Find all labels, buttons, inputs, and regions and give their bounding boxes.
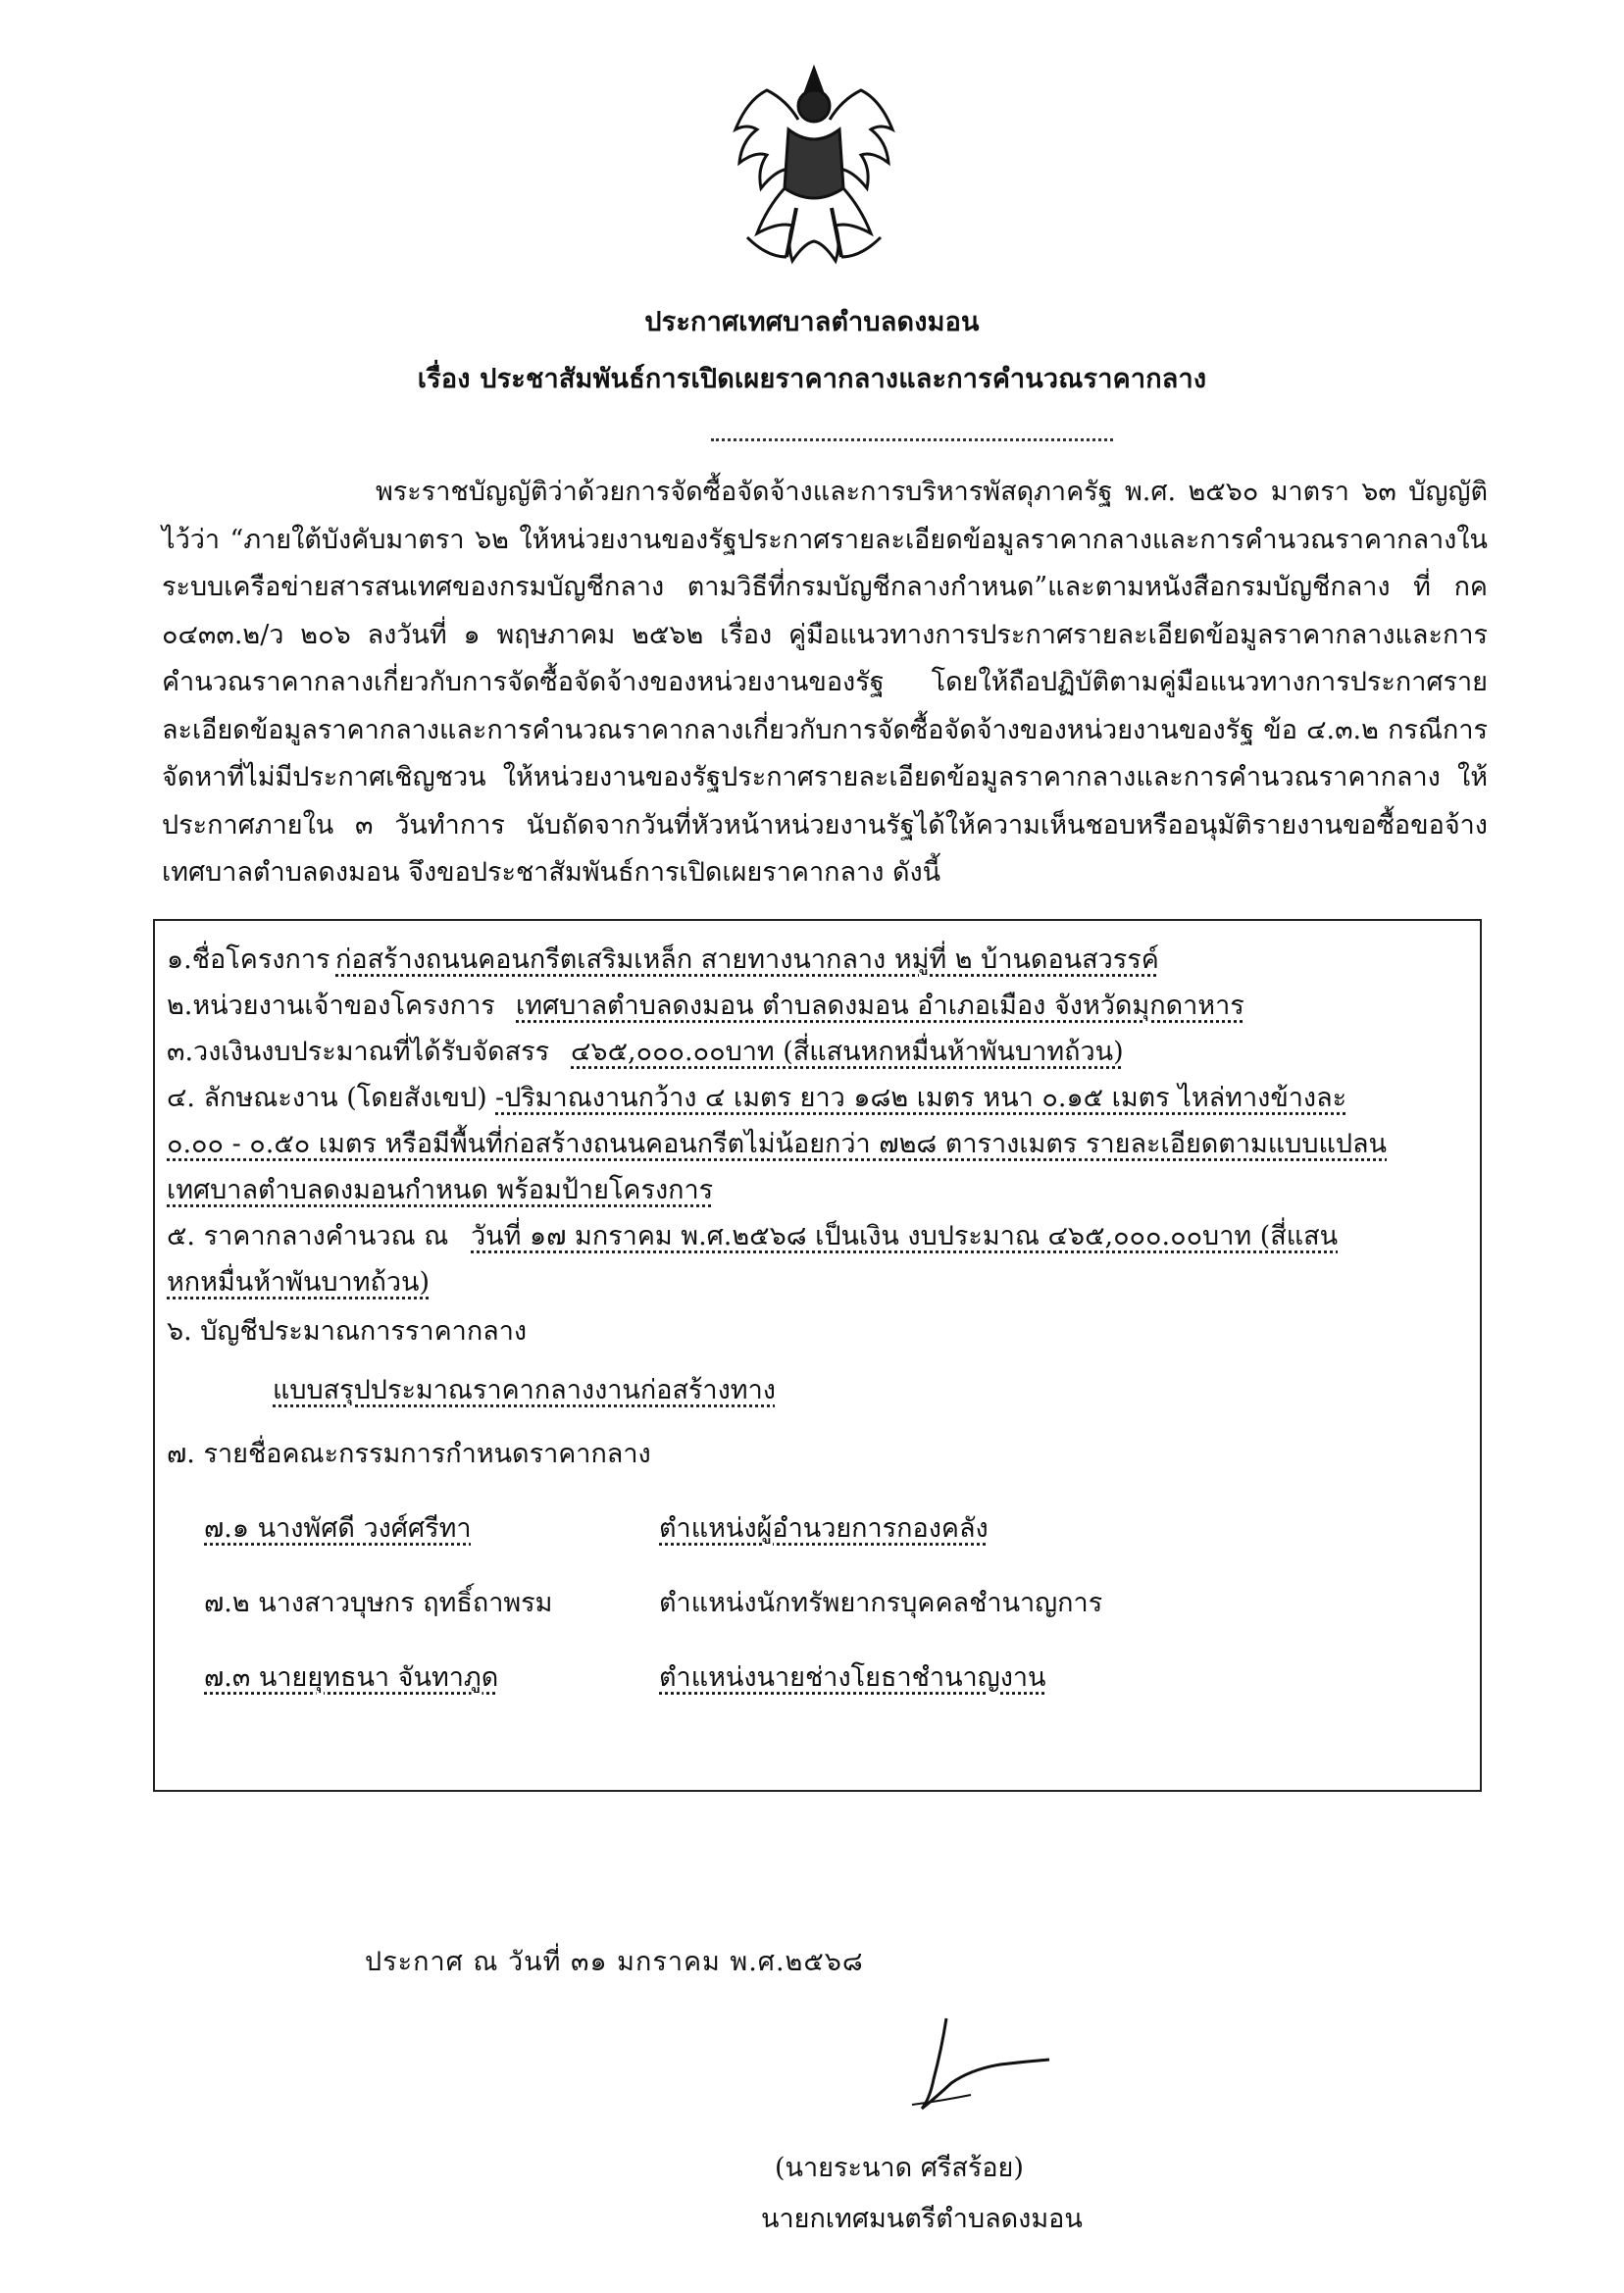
committee-member-position: ตำแหน่งนักทรัพยากรบุคคลชำนาญการ bbox=[659, 1588, 1103, 1618]
item-1-value: ก่อสร้างถนนคอนกรีตเสริมเหล็ก สายทางนากลาง หมู่ที่ ๒ บ้านดอนสวรรค์ bbox=[335, 944, 1159, 975]
intro-paragraph bbox=[162, 469, 1488, 897]
item-4-line-2: ๐.๐๐ - ๐.๕๐ เมตร หรือมีพื้นที่ก่อสร้างถนนคอนกรีตไม่น้อยกว่า ๗๒๘ ตารางเมตร รายละเอียดตามแบบแปลน bbox=[167, 1129, 1388, 1159]
item-4-line-1: -ปริมาณงานกว้าง ๔ เมตร ยาว ๑๘๒ เมตร หนา ๐.๑๕ เมตร ไหล่ทางข้างละ bbox=[495, 1083, 1347, 1113]
announcement-title: ประกาศเทศบาลตำบลดงมอน bbox=[644, 307, 980, 337]
committee-member-position: ตำแหน่งนายช่างโยธาชำนาญงาน bbox=[659, 1662, 1046, 1693]
signer-title: นายกเทศมนตรีตำบลดงมอน bbox=[761, 2204, 1083, 2234]
item-4-label: ๔. ลักษณะงาน (โดยสังเขป) bbox=[167, 1083, 487, 1113]
signer-name: (นายระนาด ศรีสร้อย) bbox=[775, 2153, 1024, 2183]
item-4-line-3: เทศบาลตำบลดงมอนกำหนด พร้อมป้ายโครงการ bbox=[167, 1175, 714, 1205]
signature-image bbox=[853, 2011, 1069, 2118]
divider-dotted bbox=[711, 438, 1113, 441]
announcement-subject: เรื่อง ประชาสัมพันธ์การเปิดเผยราคากลางและการคำนวณราคากลาง bbox=[417, 364, 1207, 394]
item-3-label: ๓.วงเงินงบประมาณที่ได้รับจัดสรร bbox=[167, 1037, 550, 1067]
committee-member-name: ๗.๒ นางสาวบุษกร ฤทธิ์ถาพรม bbox=[204, 1588, 553, 1618]
item-6-value: แบบสรุปประมาณราคากลางงานก่อสร้างทาง bbox=[273, 1375, 776, 1405]
committee-member-name: ๗.๓ นายยุทธนา จันทาภูด bbox=[204, 1662, 499, 1693]
intro-text: พระราชบัญญัติว่าด้วยการจัดซื้อจัดจ้างและการบริหารพัสดุภาครัฐ พ.ศ. ๒๕๖๐ มาตรา ๖๓ บัญญัติไว้ว่า “ภายใต้บังคับมาตรา ๖๒ ให้หน่วยงานของรัฐประกาศรายละเอียดข้อมูลราคากลางและการคำนวณราคากลางในระบบเครือข่ายสารสนเทศของกรมบัญชีกลาง ตามวิธีที่กรมบัญชีกลางกำหนด”และตามหนังสือกรมบัญชีกลาง ที่ กค ๐๔๓๓.๒/ว ๒๐๖ ลงวันที่ ๑ พฤษภาคม ๒๕๖๒ เรื่อง คู่มือแนวทางการประกาศรายละเอียดข้อมูลราคากลางและการคำนวณราคากลางเกี่ยวกับการจัดซื้อจัดจ้างของหน่วยงานของรัฐ โดยให้ถือปฏิบัติตามคู่มือแนวทางการประกาศรายละเอียดข้อมูลราคากลางและการคำนวณราคากลางเกี่ยวกับการจัดซื้อจัดจ้างของหน่วยงานของรัฐ ข้อ ๔.๓.๒ กรณีการจัดหาที่ไม่มีประกาศเชิญชวน ให้หน่วยงานของรัฐประกาศรายละเอียดข้อมูลราคากลางและการคำนวณราคากลาง ให้ประกาศภายใน ๓ วันทำการ นับถัดจากวันที่หัวหน้าหน่วยงานรัฐได้ให้ความเห็นชอบหรืออนุมัติรายงานขอซื้อขอจ้าง เทศบาลตำบลดงมอน จึงขอประชาสัมพันธ์การเปิดเผยราคากลาง ดังนี้ bbox=[162, 477, 1488, 888]
item-5-line-2: หกหมื่นห้าพันบาทถ้วน) bbox=[167, 1267, 431, 1298]
item-1-label: ๑.ชื่อโครงการ bbox=[167, 944, 330, 975]
garuda-emblem-icon bbox=[728, 61, 900, 269]
item-2-value: เทศบาลตำบลดงมอน ตำบลดงมอน อำเภอเมือง จังหวัดมุกดาหาร bbox=[516, 991, 1244, 1021]
committee-member-position: ตำแหน่งผู้อำนวยการกองคลัง bbox=[659, 1513, 989, 1544]
item-2-label: ๒.หน่วยงานเจ้าของโครงการ bbox=[167, 991, 495, 1021]
announcement-date: ประกาศ ณ วันที่ ๓๑ มกราคม พ.ศ.๒๕๖๘ bbox=[365, 1947, 864, 1977]
item-5-label: ๕. ราคากลางคำนวณ ณ bbox=[167, 1221, 449, 1251]
item-6-label: ๖. บัญชีประมาณการราคากลาง bbox=[167, 1316, 528, 1347]
item-7-label: ๗. รายชื่อคณะกรรมการกำหนดราคากลาง bbox=[167, 1439, 651, 1469]
item-3-value: ๔๖๕,๐๐๐.๐๐บาท (สี่แสนหกหมื่นห้าพันบาทถ้วน) bbox=[571, 1037, 1124, 1067]
item-5-line-1: วันที่ ๑๗ มกราคม พ.ศ.๒๕๖๘ เป็นเงิน งบประมาณ ๔๖๕,๐๐๐.๐๐บาท (สี่แสน bbox=[471, 1221, 1339, 1251]
committee-member-name: ๗.๑ นางพัศดี วงศ์ศรีทา bbox=[204, 1513, 472, 1544]
